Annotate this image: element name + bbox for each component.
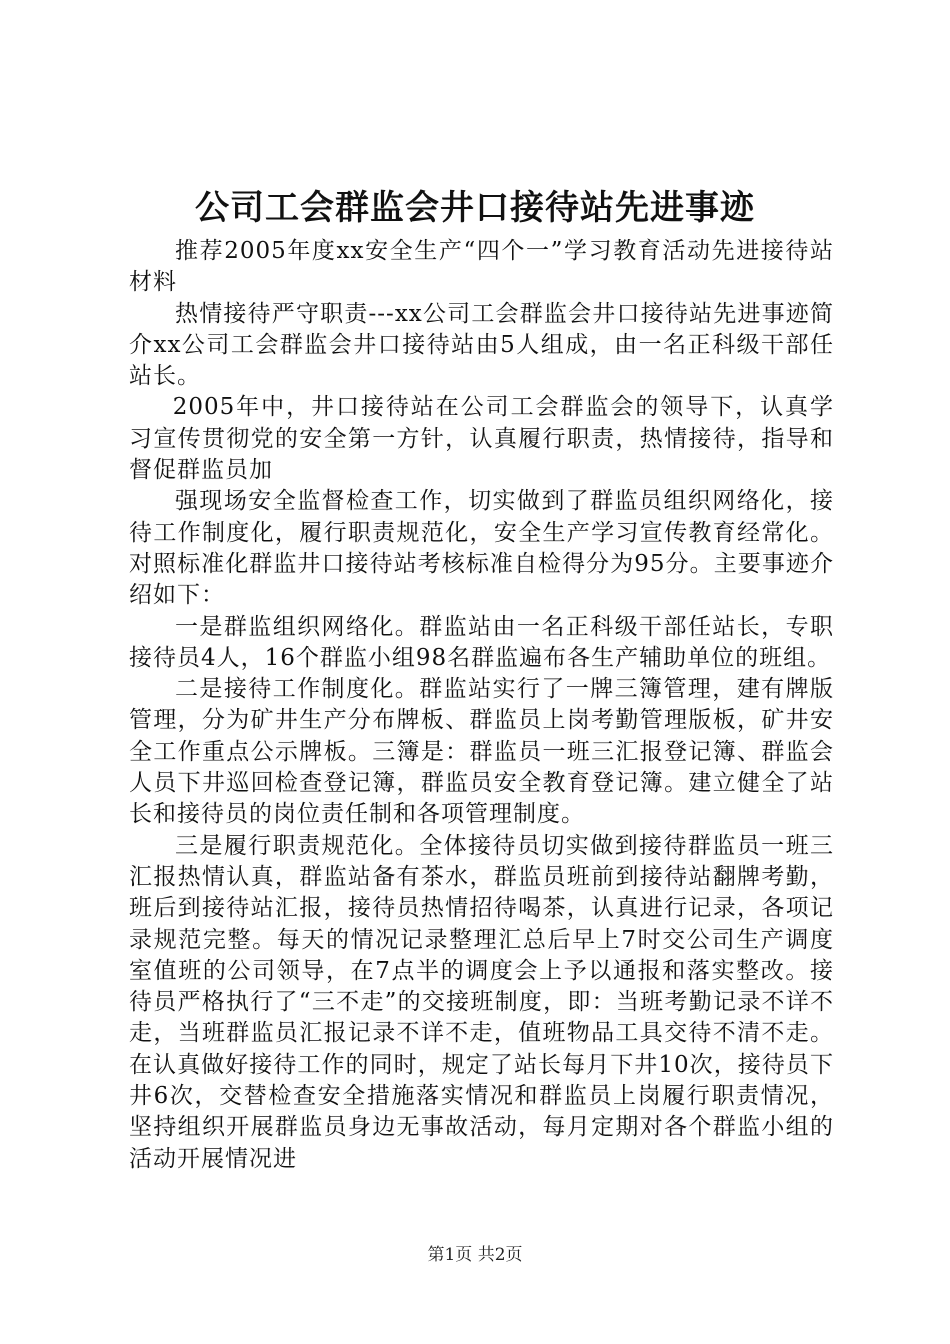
paragraph-intro: 热情接待严守职责---xx公司工会群监会井口接待站先进事迹简介xx公司工会群监会井口接待站由5人组成，由一名正科级干部任站长。 xyxy=(129,300,834,390)
paragraph-2005-summary: 2005年中，井口接待站在公司工会群监会的领导下，认真学习宣传贯彻党的安全第一方针，认真履行职责，热情接待，指导和督促群监员加 xyxy=(129,394,834,484)
paragraph-institutionalization: 二是接待工作制度化。群监站实行了一牌三簿管理，建有牌版管理，分为矿井生产分布牌板、群监员上岗考勤管理版板，矿井安全工作重点公示牌板。三簿是：群监员一班三汇报登记簿、群监会人员下井巡回检查登记簿，群监员安全教育登记簿。建立健全了站长和接待员的岗位责任制和各项管理制度。 xyxy=(129,676,834,828)
paragraph-recommendation: 推荐2005年度xx安全生产“四个一”学习教育活动先进接待站材料 xyxy=(129,238,834,296)
document-body xyxy=(129,236,834,1175)
paragraph-supervision: 强现场安全监督检查工作，切实做到了群监员组织网络化，接待工作制度化，履行职责规范化，安全生产学习宣传教育经常化。对照标准化群监井口接待站考核标准自检得分为95分。主要事迹介绍如下： xyxy=(129,488,834,609)
document-title: 公司工会群监会井口接待站先进事迹 xyxy=(195,188,755,228)
page-number-footer: 第1页 共2页 xyxy=(427,1245,523,1265)
paragraph-standardization: 三是履行职责规范化。全体接待员切实做到接待群监员一班三汇报热情认真，群监站备有茶水，群监员班前到接待站翻牌考勤，班后到接待站汇报，接待员热情招待喝茶，认真进行记录，各项记录规范完整。每天的情况记录整理汇总后早上7时交公司生产调度室值班的公司领导，在7点半的调度会上予以通报和落实整改。接待员严格执行了“三不走”的交接班制度，即：当班考勤记录不详不走，当班群监员汇报记录不详不走，值班物品工具交待不清不走。在认真做好接待工作的同时，规定了站长每月下井10次，接待员下井6次，交替检查安全措施落实情况和群监员上岗履行职责情况，坚持组织开展群监员身边无事故活动，每月定期对各个群监小组的活动开展情况进 xyxy=(129,832,834,1172)
paragraph-networking: 一是群监组织网络化。群监站由一名正科级干部任站长，专职接待员4人，16个群监小组98名群监遍布各生产辅助单位的班组。 xyxy=(129,613,834,671)
